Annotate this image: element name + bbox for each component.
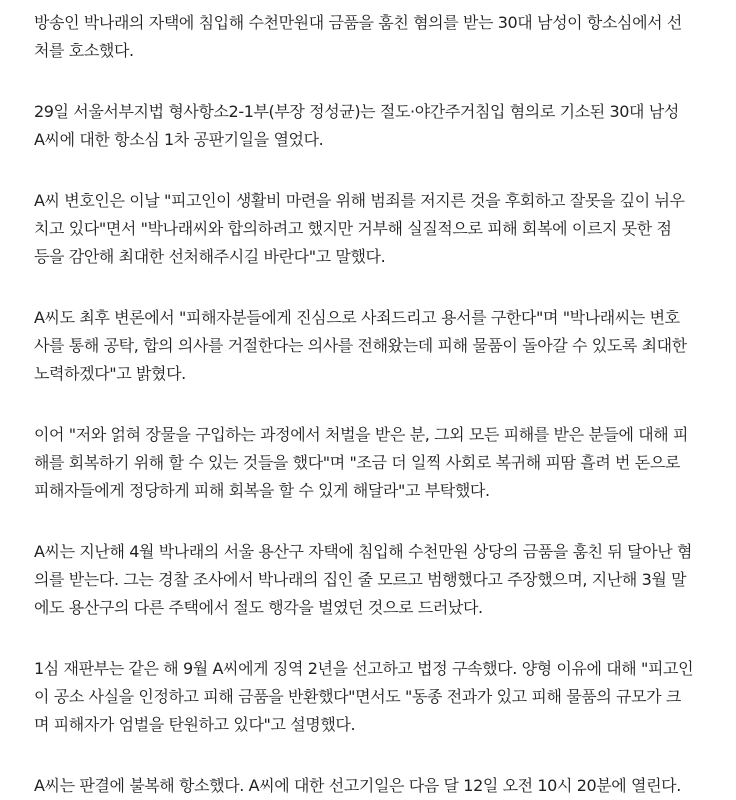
paragraph-line: 이 공소 사실을 인정하고 피해 금품을 반환했다"면서도 "동종 전과가 있고 피해 물품의 규모가 크 bbox=[34, 687, 681, 706]
paragraph-line: 노력하겠다"고 밝혔다. bbox=[34, 364, 186, 383]
paragraph-3 bbox=[34, 187, 704, 271]
paragraph-line: 방송인 박나래의 자택에 침입해 수천만원대 금품을 훔친 혐의를 받는 30대 남성이 항소심에서 선 bbox=[34, 13, 682, 32]
paragraph-line: 처를 호소했다. bbox=[34, 41, 134, 60]
paragraph-line: A씨는 지난해 4월 박나래의 서울 용산구 자택에 침입해 수천만원 상당의 금품을 훔친 뒤 달아난 혐 bbox=[34, 542, 693, 561]
paragraph-4 bbox=[34, 304, 704, 388]
paragraph-line: A씨에 대한 항소심 1차 공판기일을 열었다. bbox=[34, 130, 324, 149]
paragraph-7 bbox=[34, 655, 704, 739]
paragraph-line: 29일 서울서부지법 형사항소2-1부(부장 정성균)는 절도·야간주거침입 혐의로 기소된 30대 남성 bbox=[34, 102, 679, 121]
paragraph-line: 치고 있다"면서 "박나래씨와 합의하려고 했지만 거부해 실질적으로 피해 회복에 이르지 못한 점 bbox=[34, 219, 672, 238]
paragraph-line: 사를 통해 공탁, 합의 의사를 거절한다는 의사를 전해왔는데 피해 물품이 돌아갈 수 있도록 최대한 bbox=[34, 336, 687, 355]
paragraph-1 bbox=[34, 9, 704, 65]
paragraph-6 bbox=[34, 538, 704, 622]
paragraph-line: A씨도 최후 변론에서 "피해자분들에게 진심으로 사죄드리고 용서를 구한다"며 "박나래씨는 변호 bbox=[34, 308, 680, 327]
paragraph-line: 해를 회복하기 위해 할 수 있는 것들을 했다"며 "조금 더 일찍 사회로 복귀해 피땀 흘려 번 돈으로 bbox=[34, 453, 680, 472]
paragraph-line: 이어 "저와 얽혀 장물을 구입하는 과정에서 처벌을 받은 분, 그외 모든 피해를 받은 분들에 대해 피 bbox=[34, 425, 689, 444]
paragraph-line: A씨는 판결에 불복해 항소했다. A씨에 대한 선고기일은 다음 달 12일 오전 10시 20분에 열린다. bbox=[34, 776, 681, 795]
paragraph-line: 등을 감안해 최대한 선처해주시길 바란다"고 말했다. bbox=[34, 247, 386, 266]
paragraph-8 bbox=[34, 772, 704, 800]
paragraph-line: A씨 변호인은 이날 "피고인이 생활비 마련을 위해 범죄를 저지른 것을 후회하고 잘못을 깊이 뉘우 bbox=[34, 191, 685, 210]
paragraph-line: 의를 받는다. 그는 경찰 조사에서 박나래의 집인 줄 모르고 범행했다고 주장했으며, 지난해 3월 말 bbox=[34, 570, 687, 589]
paragraph-5 bbox=[34, 421, 704, 505]
paragraph-2 bbox=[34, 98, 704, 154]
paragraph-line: 1심 재판부는 같은 해 9월 A씨에게 징역 2년을 선고하고 법정 구속했다. 양형 이유에 대해 "피고인 bbox=[34, 659, 694, 678]
paragraph-line: 며 피해자가 엄벌을 탄원하고 있다"고 설명했다. bbox=[34, 715, 356, 734]
paragraph-line: 피해자들에게 정당하게 피해 회복을 할 수 있게 해달라"고 부탁했다. bbox=[34, 481, 490, 500]
paragraph-line: 에도 용산구의 다른 주택에서 절도 행각을 벌였던 것으로 드러났다. bbox=[34, 598, 483, 617]
